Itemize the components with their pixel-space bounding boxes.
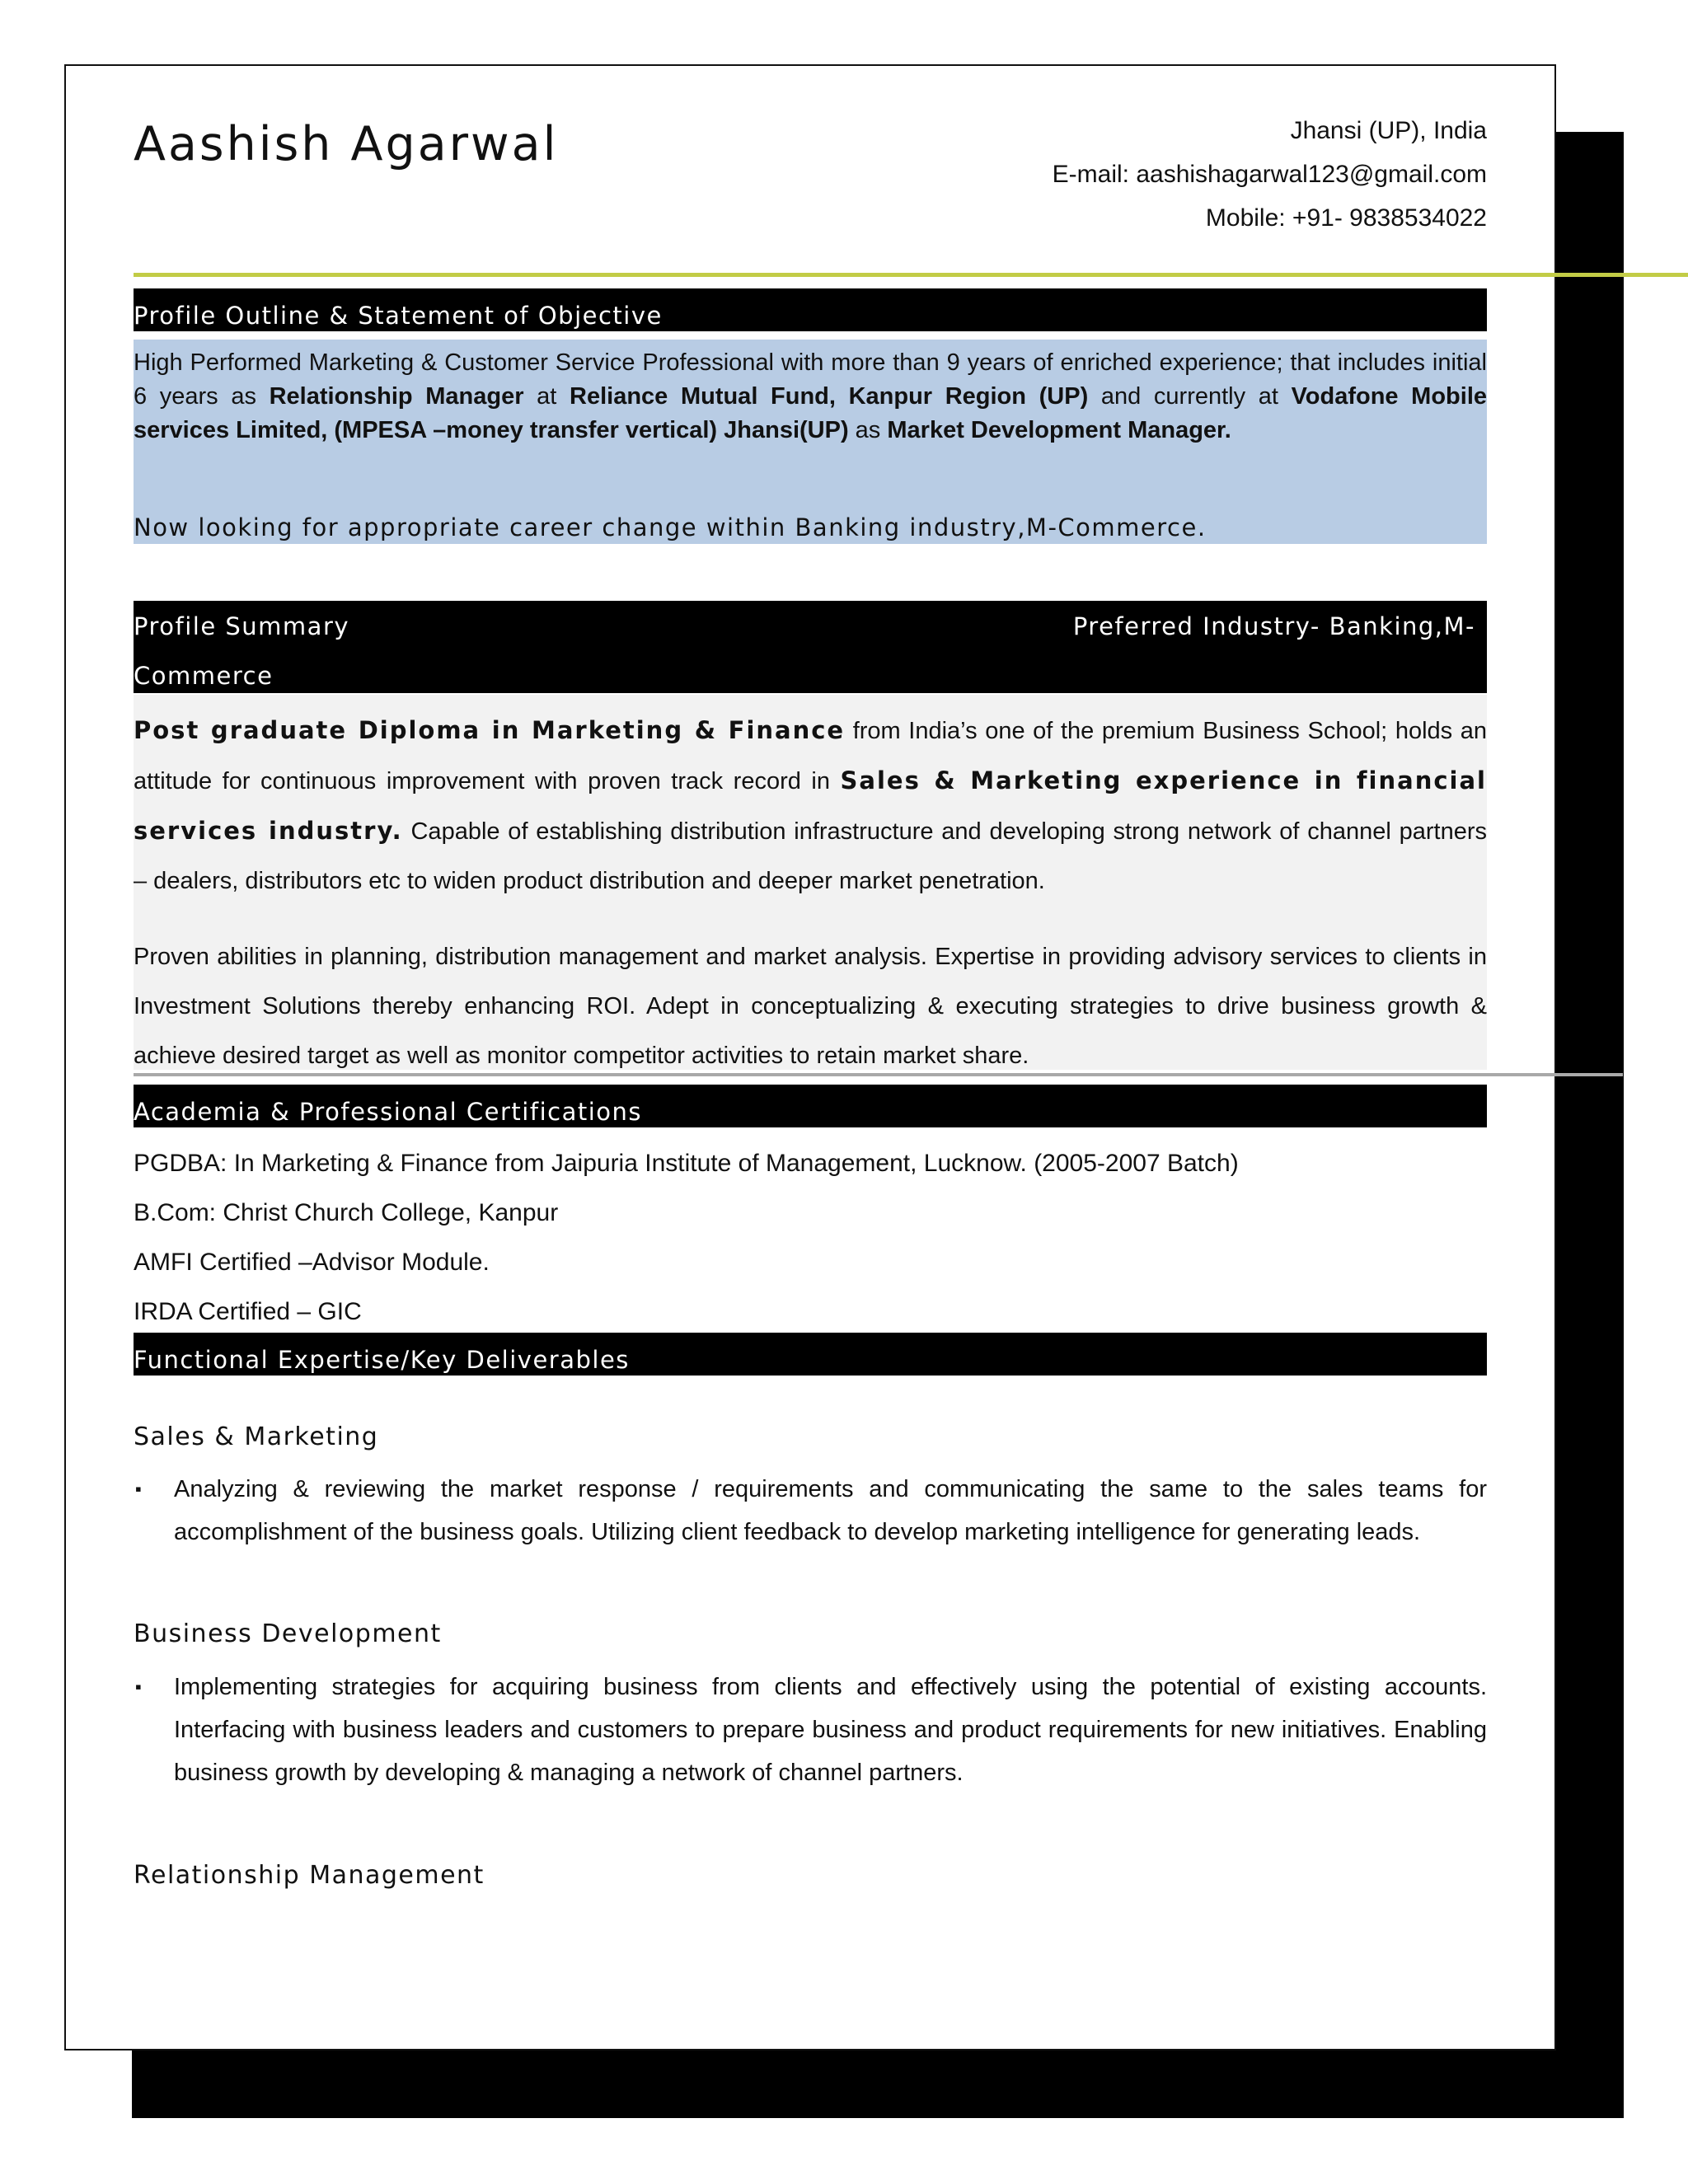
bullet-icon: ▪ [135,1676,142,1697]
bullet-text: Implementing strategies for acquiring business from clients and effectively using the potential of existing accounts. Interfacing with business leaders and customers to prepare business and product requirements for new initiatives. Enabling business growth by developing & managing a network of channel partners. [174,1674,1487,1786]
summary-paragraph-2: Proven abilities in planning, distribution management and market analysis. Expertise in providing advisory services to clients in Investment Solutions thereby enhancing ROI. Adept in conceptualizing & executing strategies to drive business growth & achieve desired target as well as monitor competitor activities to retain market share. [134,944,1487,1069]
mobile-text: Mobile: +91- 9838534022 [1205,204,1487,232]
academia-item: PGDBA: In Marketing & Finance from Jaipuria Institute of Management, Lucknow. (2005-2007 Batch) [134,1150,1239,1177]
expertise-heading: Functional Expertise/Key Deliverables [134,1346,630,1374]
location-text: Jhansi (UP), India [1290,117,1487,144]
candidate-name: Aashish Agarwal [134,117,559,171]
relationship-management-title: Relationship Management [134,1861,485,1890]
profile-summary-heading: Profile Summary [134,612,350,640]
academia-heading-bar [134,1085,1487,1127]
bullet-icon: ▪ [135,1479,142,1499]
objective-heading-bar [134,288,1487,331]
objective-heading: Profile Outline & Statement of Objective [134,302,663,330]
preferred-industry-wrap: Commerce [134,662,274,690]
objective-goal: Now looking for appropriate career change within Banking industry,M-Commerce. [134,513,1207,541]
academia-item: AMFI Certified –Advisor Module. [134,1249,490,1276]
summary-text [134,705,1487,1107]
contact-block [1053,109,1487,240]
academia-item: B.Com: Christ Church College, Kanpur [134,1199,559,1226]
preferred-industry: Preferred Industry- Banking,M- [1072,612,1475,640]
academia-item: IRDA Certified – GIC [134,1298,362,1325]
summary-paragraph-1: Post graduate Diploma in Marketing & Finance from India’s one of the premium Business School; holds an attitude for continuous improvement with proven track record in Sales & Marketing experience in financial services industry. Capable of establishing distribution infrastructure and developing strong network of channel partners – dealers, distributors etc to widen product distribution and deeper market penetration. [134,716,1487,894]
objective-text: High Performed Marketing & Customer Service Professional with more than 9 years of enriched experience; that includes initial 6 years as Relationship Manager at Reliance Mutual Fund, Kanpur Region (UP) and currently at Vodafone Mobile services Limited, (MPESA –money transfer vertical) Jhansi(UP) as Market Development Manager. [134,349,1488,443]
business-development-bullet [134,1666,1487,1794]
sales-marketing-title: Sales & Marketing [134,1422,379,1451]
business-development-title: Business Development [134,1619,442,1648]
bullet-text: Analyzing & reviewing the market response / requirements and communicating the same to the sales teams for accomplishment of the business goals. Utilizing client feedback to develop marketing intelligence for generating leads. [174,1476,1487,1545]
email-text: E-mail: aashishagarwal123@gmail.com [1052,161,1487,188]
expertise-heading-bar [134,1333,1487,1376]
header-divider [134,273,1688,277]
academia-heading: Academia & Professional Certifications [134,1098,643,1126]
academia-list [134,1139,1239,1337]
profile-summary-heading-bar [134,601,1487,693]
sales-marketing-bullet [134,1468,1487,1554]
